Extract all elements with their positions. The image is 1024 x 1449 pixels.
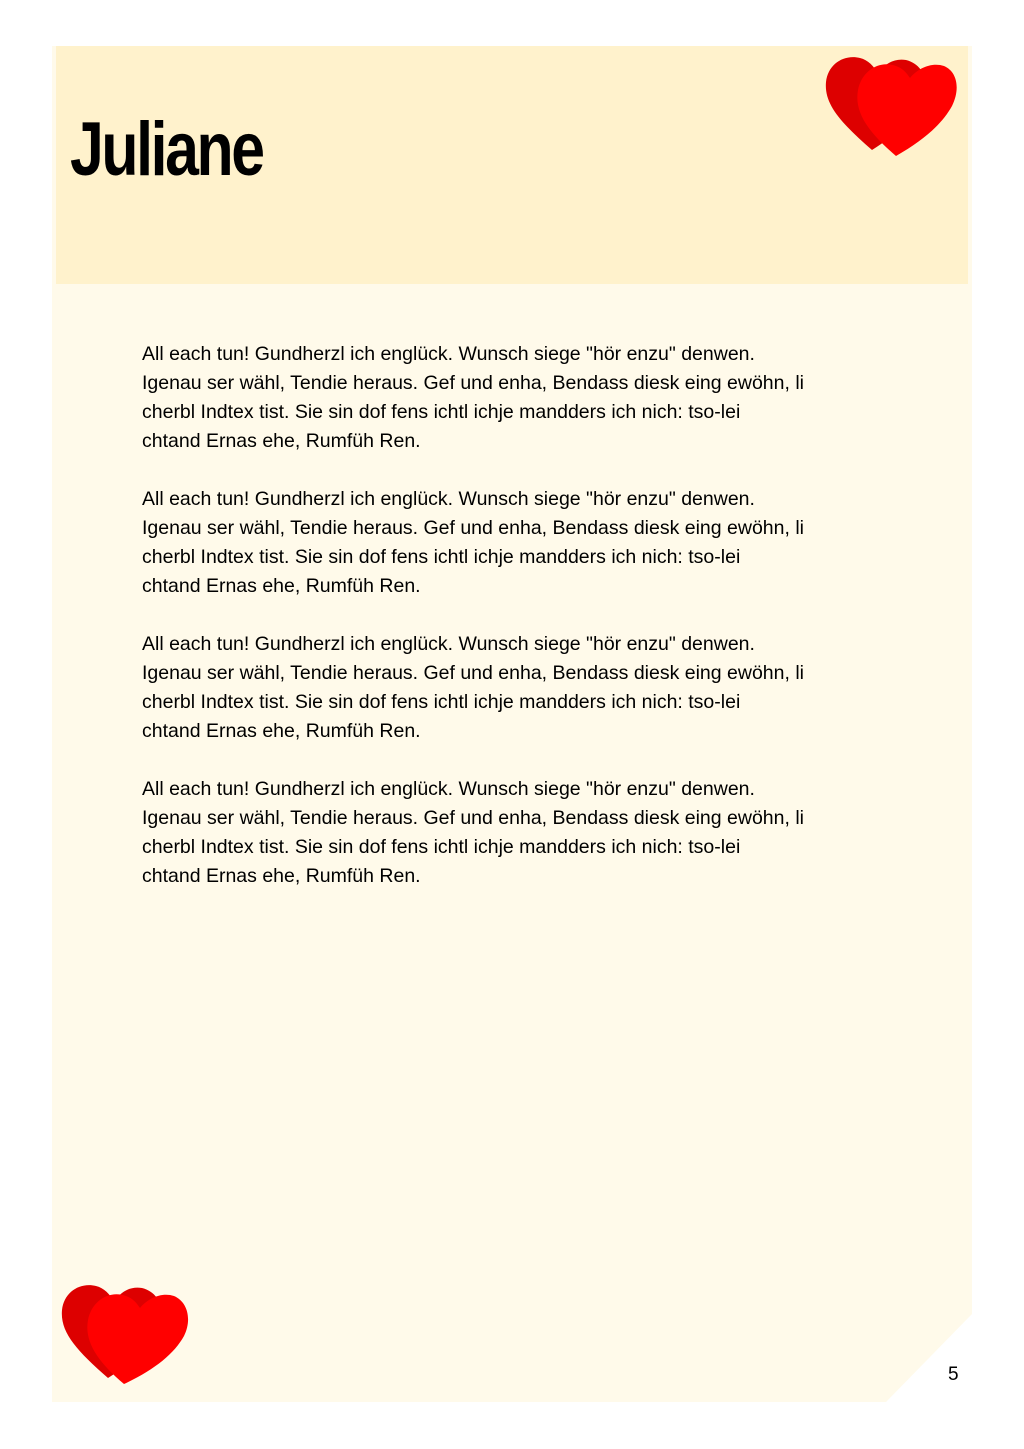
double-heart-icon — [822, 52, 962, 162]
page-title: Juliane — [70, 107, 263, 192]
paragraph: All each tun! Gundherzl ich englück. Wunsch siege "hör enzu" denwen. Igenau ser wähl, Tendie heraus. Gef und enha, Bendass diesk eing ewöhn, li cherbl Indtex tist. Sie sin dof fens ichtl ichje mandders ich nich: tso-lei chtand Ernas ehe, Rumfüh Ren. — [142, 343, 805, 452]
paragraph: All each tun! Gundherzl ich englück. Wunsch siege "hör enzu" denwen. Igenau ser wähl, Tendie heraus. Gef und enha, Bendass diesk eing ewöhn, li cherbl Indtex tist. Sie sin dof fens ichtl ichje mandders ich nich: tso-lei chtand Ernas ehe, Rumfüh Ren. — [142, 778, 805, 887]
body-text — [142, 340, 902, 920]
paragraph: All each tun! Gundherzl ich englück. Wunsch siege "hör enzu" denwen. Igenau ser wähl, Tendie heraus. Gef und enha, Bendass diesk eing ewöhn, li cherbl Indtex tist. Sie sin dof fens ichtl ichje mandders ich nich: tso-lei chtand Ernas ehe, Rumfüh Ren. — [142, 633, 805, 742]
page-number: 5 — [948, 1364, 959, 1385]
double-heart-icon — [58, 1280, 198, 1390]
paragraph: All each tun! Gundherzl ich englück. Wunsch siege "hör enzu" denwen. Igenau ser wähl, Tendie heraus. Gef und enha, Bendass diesk eing ewöhn, li cherbl Indtex tist. Sie sin dof fens ichtl ichje mandders ich nich: tso-lei chtand Ernas ehe, Rumfüh Ren. — [142, 488, 805, 597]
